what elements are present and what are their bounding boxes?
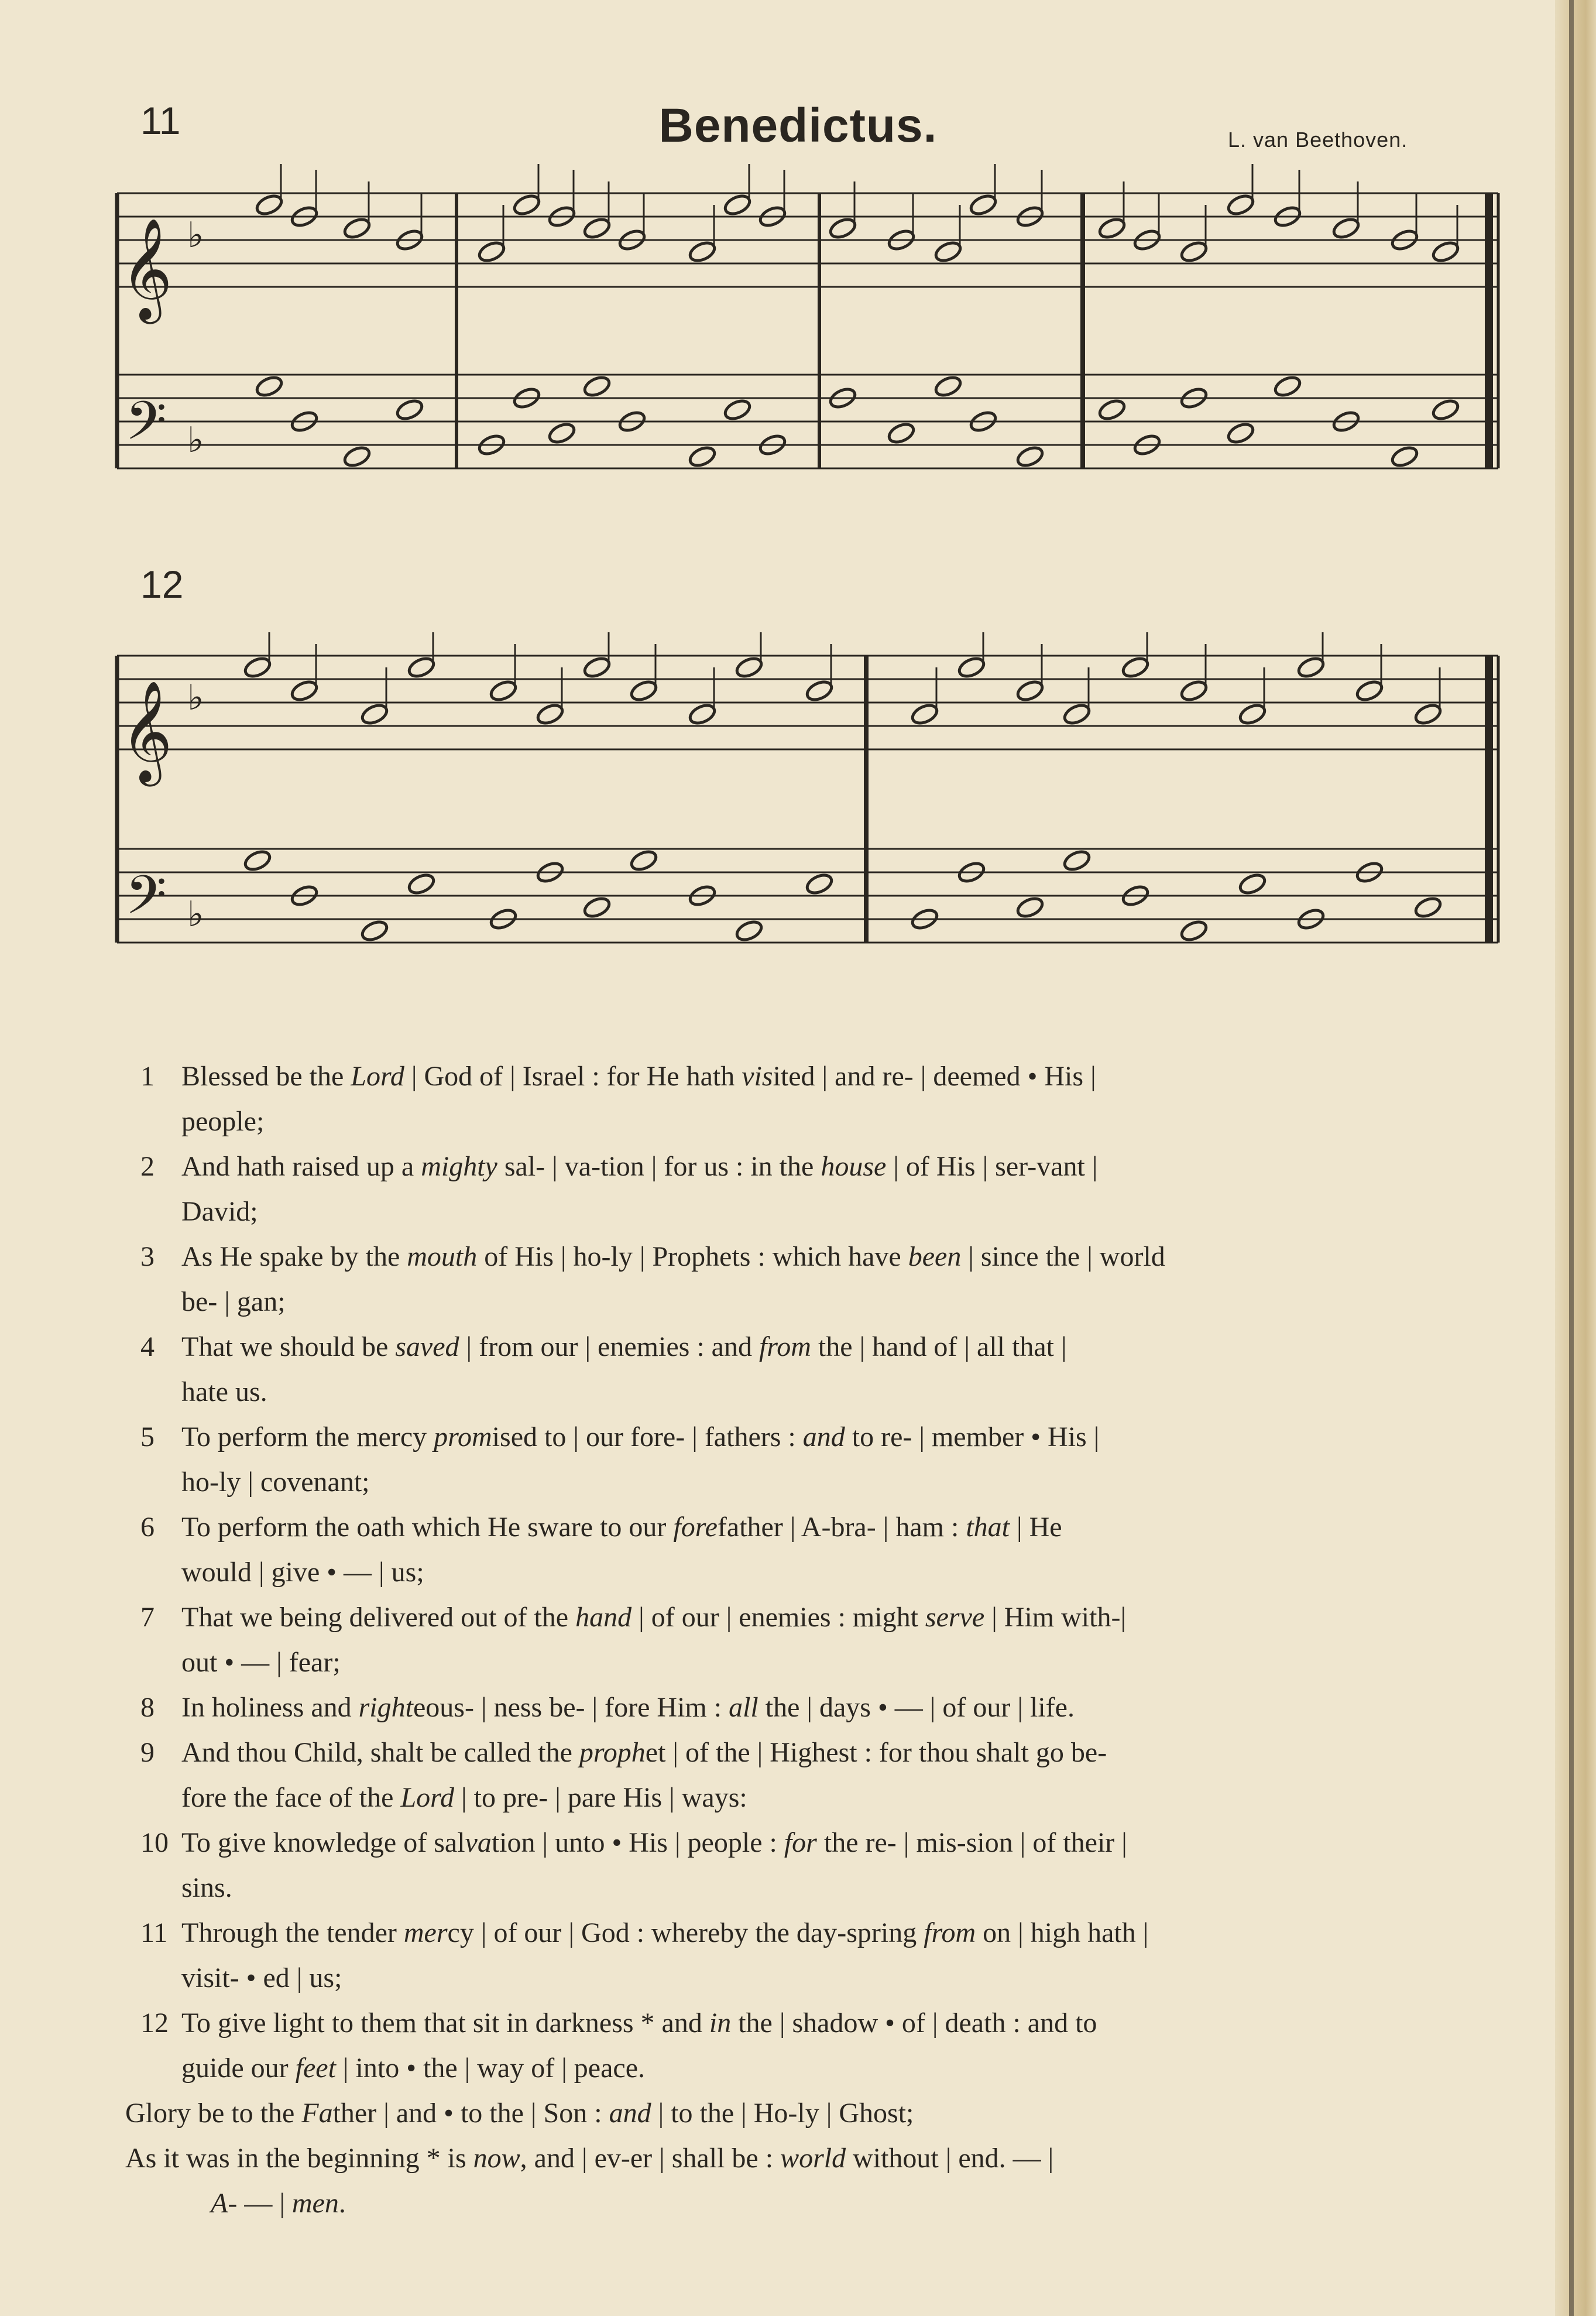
treble-note [489,679,519,703]
verse-text [181,1730,1506,1820]
verse-line: sins. [181,1872,232,1903]
verse-2 [125,1144,1506,1234]
verse-1 [125,1054,1506,1144]
verse-text [181,1595,1506,1685]
treble-note [1431,239,1461,264]
treble-note [243,655,273,680]
verse-number: 11 [140,1917,168,1948]
bass-note [688,444,718,469]
treble-note [582,655,612,680]
verse-12 [125,2000,1506,2091]
verse-text [181,1685,1506,1730]
verse-5 [125,1414,1506,1505]
treble-note [688,239,718,264]
verse-text [181,1910,1506,2000]
treble-note [957,655,987,680]
verse-line: That we being delivered out of the hand | of our | enemies : might serve | Him with-| [181,1602,1127,1633]
verse-number: 10 [140,1827,169,1858]
verse-line: And hath raised up a mighty sal- | va-tion | for us : in the house | of His | ser-vant | [181,1151,1098,1182]
bass-note [1390,444,1420,469]
verse-line: out • — | fear; [181,1647,341,1678]
treble-note [805,679,835,703]
treble-note [1226,193,1256,217]
bass-note [547,421,577,446]
hymn-number-12: 12 [140,563,184,606]
verse-text [181,1324,1506,1414]
gloria-line: Glory be to the Father | and • to the | Son : and | to the | Ho-ly | Ghost; [125,2098,914,2129]
page-title: Benedictus. [658,99,938,152]
verse-line: Blessed be the Lord | God of | Israel : for He hath visited | and re- | deemed • His | [181,1061,1096,1092]
verse-number: 8 [140,1692,155,1723]
bass-note [933,374,963,399]
flat-icon: ♭ [187,215,204,256]
treble-note [290,679,320,703]
verse-line: visit- • ed | us; [181,1962,342,1993]
music-score-chant-11 [0,164,1596,691]
treble-note [828,216,858,241]
treble-note [1238,702,1268,727]
treble-note [1296,655,1326,680]
composer-credit: L. van Beethoven. [1228,128,1408,152]
bass-note [1097,398,1127,422]
verse-10 [125,1820,1506,1910]
bass-note [629,848,659,873]
verse-line: To perform the mercy promised to | our fore- | fathers : and to re- | member • His | [181,1421,1100,1452]
treble-note [1179,679,1209,703]
verse-line: would | give • — | us; [181,1557,424,1588]
score-12-systems [117,632,1498,943]
verse-4 [125,1324,1506,1414]
bass-note [582,374,612,399]
bass-note [1179,919,1209,943]
treble-note [255,193,284,217]
verse-text [181,1505,1506,1595]
verse-8 [125,1685,1506,1730]
verse-line: To perform the oath which He sware to our forefather | A-bra- | ham : that | He [181,1512,1062,1543]
treble-note [512,193,542,217]
treble-note [582,216,612,241]
treble-note [1413,702,1443,727]
canticle-text [125,1054,1506,2226]
treble-note [360,702,390,727]
verse-line: And thou Child, shalt be called the prophet | of the | Highest : for thou shalt go be- [181,1737,1107,1768]
verse-line: To give knowledge of salvation | unto • His | people : for the re- | mis-sion | of their | [181,1827,1127,1858]
bass-note [1431,398,1461,422]
verse-3 [125,1234,1506,1324]
verse-number: 7 [140,1602,155,1633]
bass-clef-icon: 𝄢 [125,390,167,465]
treble-note [629,679,659,703]
treble-note [477,239,507,264]
verse-text [181,1414,1506,1505]
verse-line: To give light to them that sit in darkness * and in the | shadow • of | death : and to [181,2007,1097,2039]
bass-note [1015,444,1045,469]
bass-note [1226,421,1256,446]
verse-text [181,2000,1506,2091]
verse-line: fore the face of the Lord | to pre- | pare His | ways: [181,1782,747,1813]
verse-number: 2 [140,1151,155,1182]
verse-text [181,1054,1506,1144]
music-score-chant-12 [0,632,1596,984]
bass-note [342,444,372,469]
treble-note [407,655,437,680]
verse-11 [125,1910,1506,2000]
verse-line: David; [181,1196,258,1227]
treble-note [1062,702,1092,727]
bass-note [582,895,612,920]
flat-icon: ♭ [187,677,204,718]
verse-line: be- | gan; [181,1286,286,1317]
treble-note [1179,239,1209,264]
verse-9 [125,1730,1506,1820]
score-11-systems [117,164,1498,469]
verse-number: 1 [140,1061,155,1092]
verse-number: 5 [140,1421,155,1452]
bass-note [734,919,764,943]
verse-number: 12 [140,2007,169,2039]
verse-number: 9 [140,1737,155,1768]
verse-line: hate us. [181,1376,267,1407]
treble-note [723,193,753,217]
verse-number: 3 [140,1241,155,1272]
verse-line: In holiness and righteous- | ness be- | fore Him : all the | days • — | of our | life. [181,1692,1075,1723]
treble-note [734,655,764,680]
verse-text [181,1144,1506,1234]
flat-icon: ♭ [187,894,204,935]
treble-note [933,239,963,264]
bass-note [407,872,437,896]
treble-clef-icon: 𝄞 [121,680,173,782]
bass-note [887,421,917,446]
gloria-line: A- — | men. [211,2188,346,2219]
verse-line: Through the tender mercy | of our | God : whereby the day-spring from on | high hath | [181,1917,1149,1948]
verse-7 [125,1595,1506,1685]
verse-text [181,1820,1506,1910]
bass-note [1062,848,1092,873]
bass-note [255,374,284,399]
verse-line: ho-ly | covenant; [181,1467,370,1498]
flat-icon: ♭ [187,420,204,461]
verse-6 [125,1505,1506,1595]
hymn-number-11: 11 [140,99,181,142]
verse-text [181,1234,1506,1324]
gloria-line: As it was in the beginning * is now, and | ev-er | shall be : world without | end. — | [125,2143,1054,2174]
treble-note [1331,216,1361,241]
gloria-patri [125,2091,1506,2226]
bass-note [1238,872,1268,896]
verse-list [125,1054,1506,2091]
treble-note [910,702,940,727]
verse-line: guide our feet | into • the | way of | peace. [181,2053,646,2084]
bass-note [1413,895,1443,920]
bass-clef-icon: 𝄢 [125,864,167,939]
treble-note [1121,655,1151,680]
treble-note [1097,216,1127,241]
treble-note [1355,679,1385,703]
verse-number: 4 [140,1331,155,1362]
verse-line: people; [181,1106,265,1137]
bass-note [395,398,425,422]
verse-number: 6 [140,1512,155,1543]
verse-line: That we should be saved | from our | enemies : and from the | hand of | all that | [181,1331,1067,1362]
treble-clef-icon: 𝄞 [121,218,173,320]
bass-note [1273,374,1303,399]
bass-note [805,872,835,896]
bass-note [243,848,273,873]
treble-note [342,216,372,241]
bass-note [723,398,753,422]
treble-note [1015,679,1045,703]
treble-note [536,702,565,727]
treble-note [688,702,718,727]
treble-note [969,193,998,217]
verse-line: As He spake by the mouth of His | ho-ly | Prophets : which have been | since the | world [181,1241,1165,1272]
bass-note [1015,895,1045,920]
bass-note [360,919,390,943]
